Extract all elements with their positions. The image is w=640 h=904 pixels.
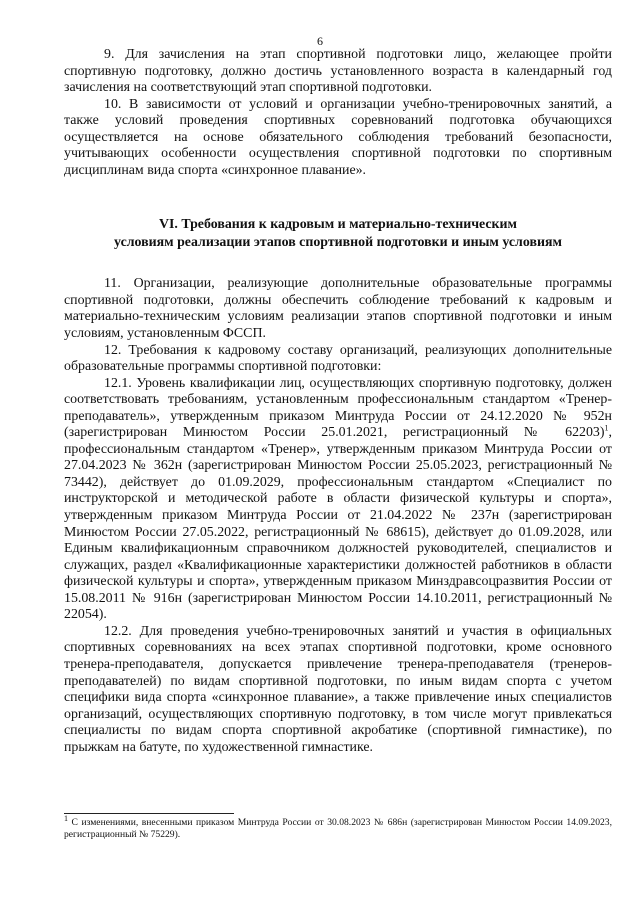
paragraph-12-1-part-b: , профессиональным стандартом «Тренер», утвержденным приказом Минтруда России от 27.04.2023 № 362н (зарегистрирован Минюстом России 25.05.2023, регистрационный № 73442), действует до 01.09.2029, профессиональным стандартом «Специалист по инструкторской и методической работе в области физической культуры и спорта», утвержденным приказом Минтруда России от 21.04.2022 № 237н (зарегистрирован Минюстом России 27.05.2022, регистрационный № 68615), действует до 01.09.2028, или Единым квалификационным справочником должностей руководителей, специалистов и служащих, раздел «Квалификационные характеристики должностей работников в области физической культуры и спорта», утвержденным приказом Минздравсоцразвития России от 15.08.2011 № 916н (зарегистрирован Минюстом России 14.10.2011, регистрационный № 22054). (64, 425, 612, 623)
section-heading-line-1: VI. Требования к кадровым и материально-техническим (158, 217, 518, 233)
section-heading-line-2: условиям реализации этапов спортивной подготовки и иным условиям (114, 235, 562, 251)
paragraph-9: 9. Для зачисления на этап спортивной подготовки лицо, желающее пройти спортивную подготовку, должно достичь установленного возраста в календарный год зачисления на соответствующий этап спортивной подготовки. (64, 47, 612, 96)
paragraph-11: 11. Организации, реализующие дополнительные образовательные программы спортивной подготовки, должны обеспечить соблюдение требований к кадровым и материально-техническим условиям реализации этапов спортивной подготовки и иным условиям, установленным ФССП. (64, 276, 612, 342)
footnote (64, 813, 612, 841)
footnote-divider (64, 813, 234, 814)
document-body (64, 47, 612, 756)
footnote-marker: 1 (64, 813, 68, 823)
page-number: 6 (317, 34, 323, 48)
paragraph-12-2: 12.2. Для проведения учебно-тренировочных занятий и участия в официальных спортивных соревнованиях на всех этапах спортивной подготовки, кроме основного тренера-преподавателя, допускается привлечение тренера-преподавателя (тренеров-преподавателей) по видам спортивной подготовки, по иным видам спорта с учетом специфики вида спорта «синхронное плавание», а также привлечение иных специалистов организаций, осуществляющих спортивную подготовку, в том числе могут привлекаться специалисты по видам спорта спортивной акробатике (спортивной гимнастике), по прыжкам на батуте, по художественной гимнастике. (64, 623, 612, 755)
paragraph-10: 10. В зависимости от условий и организации учебно-тренировочных занятий, а также условий проведения спортивных соревнований подготовка обучающихся осуществляется на основе обязательного соблюдения требований безопасности, учитывающих особенности осуществления спортивной подготовки по спортивным дисциплинам вида спорта «синхронное плавание». (64, 96, 612, 178)
footnote-text: С изменениями, внесенными приказом Минтруда России от 30.08.2023 № 686н (зарегистрирован Минюстом России 14.09.2023, регистрационный № 75229). (64, 817, 612, 840)
paragraph-12-1-part-a: 12.1. Уровень квалификации лиц, осуществляющих спортивную подготовку, должен соответствовать требованиям, установленным профессиональным стандартом «Тренер-преподаватель», утвержденным приказом Минтруда России от 24.12.2020 № 952н (зарегистрирован Минюстом России 25.01.2021, регистрационный № 62203) (64, 375, 612, 441)
footnote-reference: 1 (604, 423, 609, 433)
paragraph-12-1 (64, 376, 612, 624)
section-heading (64, 216, 612, 252)
paragraph-12: 12. Требования к кадровому составу организаций, реализующих дополнительные образовательные программы спортивной подготовки: (64, 342, 612, 375)
